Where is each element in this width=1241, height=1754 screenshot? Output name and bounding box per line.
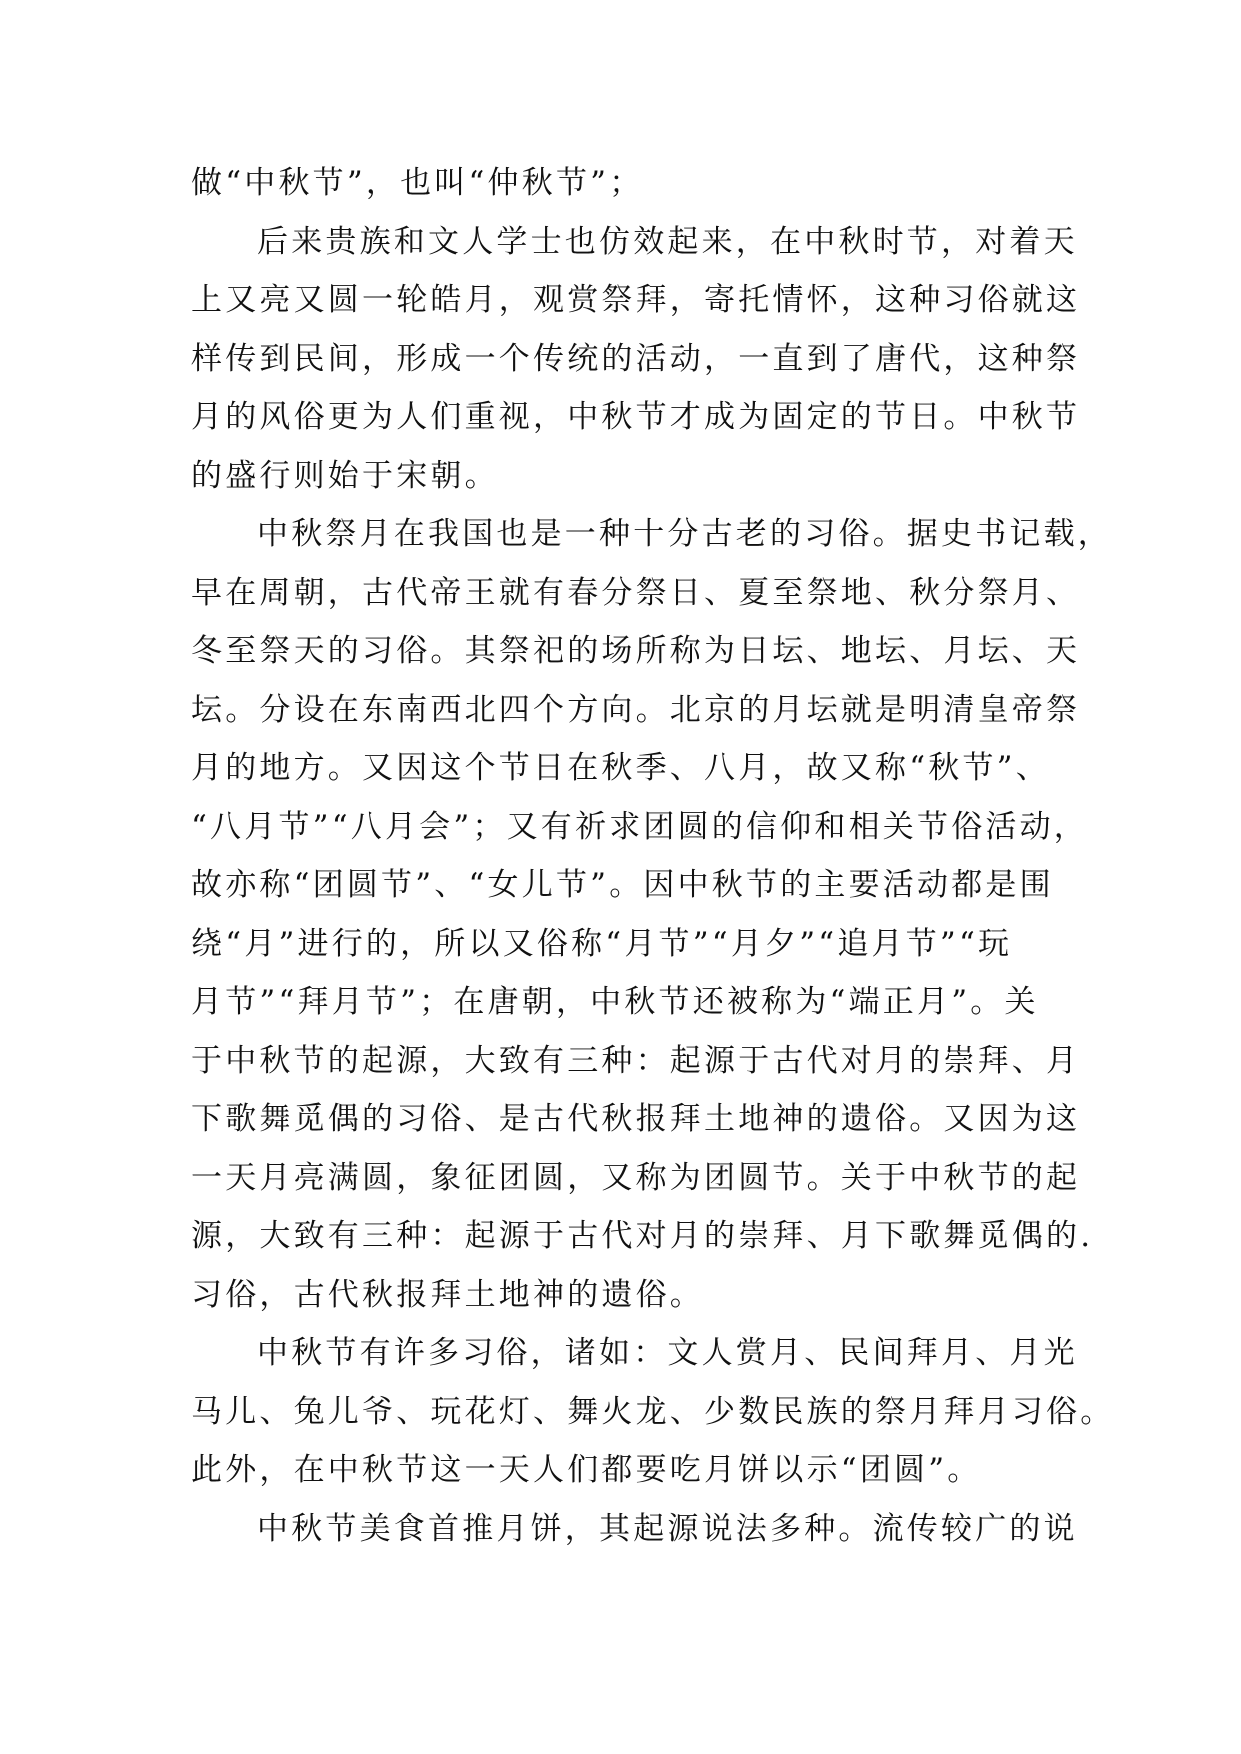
text-line: 习俗，古代秋报拜土地神的遗俗。: [191, 1276, 704, 1313]
text-line: 中秋节美食首推月饼，其起源说法多种。流传较广的说: [257, 1510, 1078, 1547]
text-line: 样传到民间，形成一个传统的活动，一直到了唐代，这种祭: [191, 340, 1081, 377]
text-line: “八月节”“八月会”；又有祈求团圆的信仰和相关节俗活动，: [191, 808, 1088, 845]
text-line: 坛。分设在东南西北四个方向。北京的月坛就是明清皇帝祭: [191, 691, 1081, 728]
text-line: 中秋祭月在我国也是一种十分古老的习俗。据史书记载，: [257, 516, 1112, 552]
text-line: 早在周朝，古代帝王就有春分祭日、夏至祭地、秋分祭月、: [191, 574, 1081, 611]
text-line: 做“中秋节”，也叫“仲秋节”；: [191, 165, 644, 201]
body-text: [191, 154, 1115, 1558]
text-line: 月的地方。又因这个节日在秋季、八月，故又称“秋节”、: [191, 750, 1050, 786]
text-line: 下歌舞觅偶的习俗、是古代秋报拜土地神的遗俗。又因为这: [191, 1101, 1081, 1137]
text-line: 于中秋节的起源，大致有三种：起源于古代对月的崇拜、月: [191, 1042, 1081, 1079]
text-line: 月的风俗更为人们重视，中秋节才成为固定的节日。中秋节: [191, 399, 1081, 435]
text-line: 一天月亮满圆，象征团圆，又称为团圆节。关于中秋节的起: [191, 1159, 1081, 1196]
text-line: 冬至祭天的习俗。其祭祀的场所称为日坛、地坛、月坛、天: [191, 633, 1081, 669]
text-line: 故亦称“团圆节”、“女儿节”。因中秋节的主要活动都是围: [191, 867, 1054, 903]
text-line: 此外，在中秋节这一天人们都要吃月饼以示“团圆”。: [191, 1452, 982, 1488]
text-line: 源，大致有三种：起源于古代对月的崇拜、月下歌舞觅偶的.: [191, 1218, 1094, 1254]
text-line: 月节”“拜月节”；在唐朝，中秋节还被称为“端正月”。关: [191, 984, 1039, 1020]
text-line: 绕“月”进行的，所以又俗称“月节”“月夕”“追月节”“玩: [191, 925, 1013, 962]
text-line: 马儿、兔儿爷、玩花灯、舞火龙、少数民族的祭月拜月习俗。: [191, 1393, 1115, 1430]
text-line: 的盛行则始于宋朝。: [191, 457, 499, 494]
text-line: 中秋节有许多习俗，诸如：文人赏月、民间拜月、月光: [257, 1335, 1078, 1371]
text-line: 后来贵族和文人学士也仿效起来，在中秋时节，对着天: [257, 223, 1078, 260]
text-line: 上又亮又圆一轮皓月，观赏祭拜，寄托情怀，这种习俗就这: [191, 282, 1081, 318]
